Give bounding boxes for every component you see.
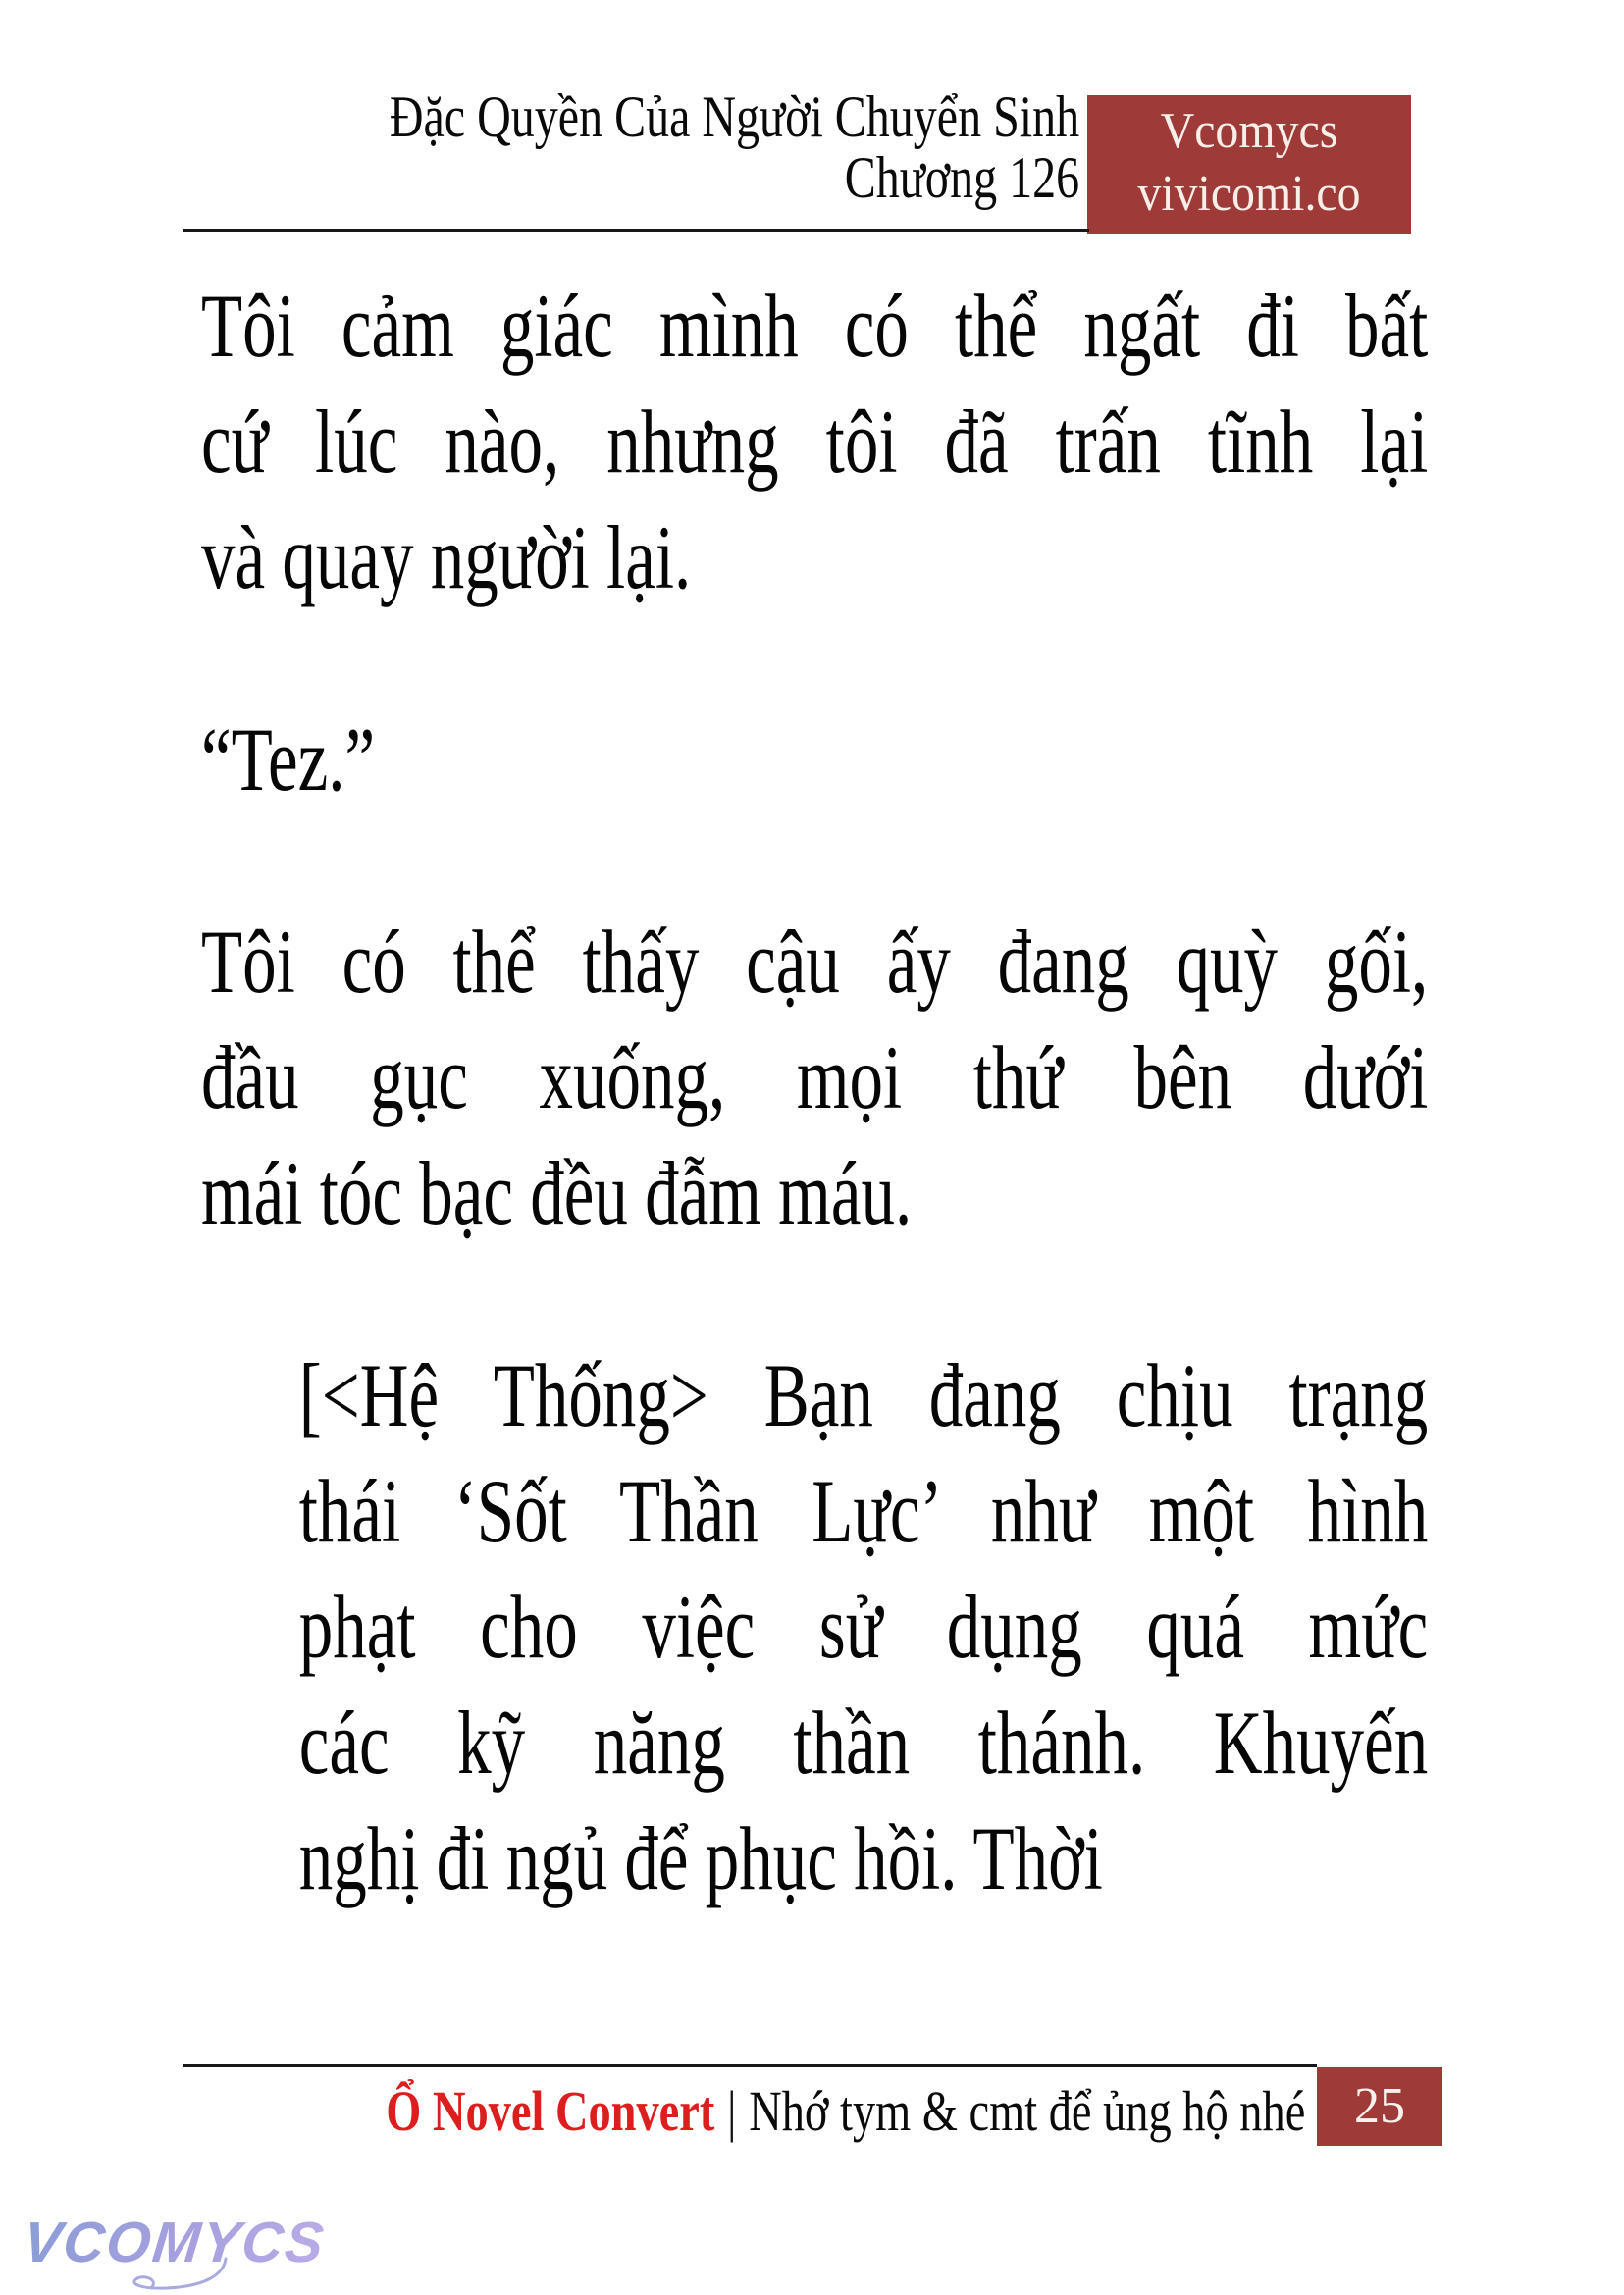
dialogue-paragraph	[201, 702, 1428, 817]
footer-message: Nhớ tym & cmt để ủng hộ nhé	[748, 2079, 1305, 2143]
badge-site-url: vivicomi.co	[1137, 166, 1361, 222]
paragraph	[201, 904, 1428, 1251]
body-text-line: mái tóc bạc đều đẫm máu.	[201, 1143, 913, 1243]
vcomycs-watermark-logo: VCOMYCS	[20, 2211, 329, 2274]
body-text-line: Tôi cảm giác mình có thể ngất đi bất	[201, 276, 1429, 376]
dialogue-line: “Tez.”	[201, 709, 376, 809]
paragraph	[201, 268, 1428, 615]
body-text-line: cứ lúc nào, nhưng tôi đã trấn tĩnh lại	[201, 391, 1429, 492]
system-message-line: [<Hệ Thống> Bạn đang chịu trạng	[298, 1345, 1429, 1445]
body-text-line: đầu gục xuống, mọi thứ bên dưới	[201, 1027, 1429, 1127]
system-message-line: các kỹ năng thần thánh. Khuyến	[298, 1693, 1429, 1793]
system-message-line: nghị đi ngủ để phục hồi. Thời	[298, 1808, 1103, 1908]
system-message-line: phạt cho việc sử dụng quá mức	[298, 1577, 1429, 1677]
system-message-line: thái ‘Sốt Thần Lực’ như một hình	[298, 1461, 1429, 1561]
site-badge	[1087, 95, 1411, 234]
header-rule	[183, 229, 1089, 232]
footer-separator: |	[726, 2079, 737, 2143]
body-text-line: và quay người lại.	[201, 507, 692, 607]
footer-text	[386, 2076, 1305, 2147]
chapter-label: Chương 126	[844, 145, 1079, 210]
badge-site-name: Vcomycs	[1160, 103, 1338, 159]
footer-brand: Ổ Novel Convert	[385, 2079, 715, 2143]
page-number-badge: 25	[1317, 2067, 1442, 2146]
footer-rule	[183, 2064, 1317, 2067]
header-title	[390, 86, 1079, 208]
watermark-swash-icon	[108, 2257, 255, 2295]
system-message-block	[299, 1337, 1429, 1916]
body-text	[201, 268, 1428, 2003]
body-text-line: Tôi có thể thấy cậu ấy đang quỳ gối,	[201, 912, 1429, 1012]
book-title: Đặc Quyền Của Người Chuyển Sinh	[389, 84, 1079, 149]
